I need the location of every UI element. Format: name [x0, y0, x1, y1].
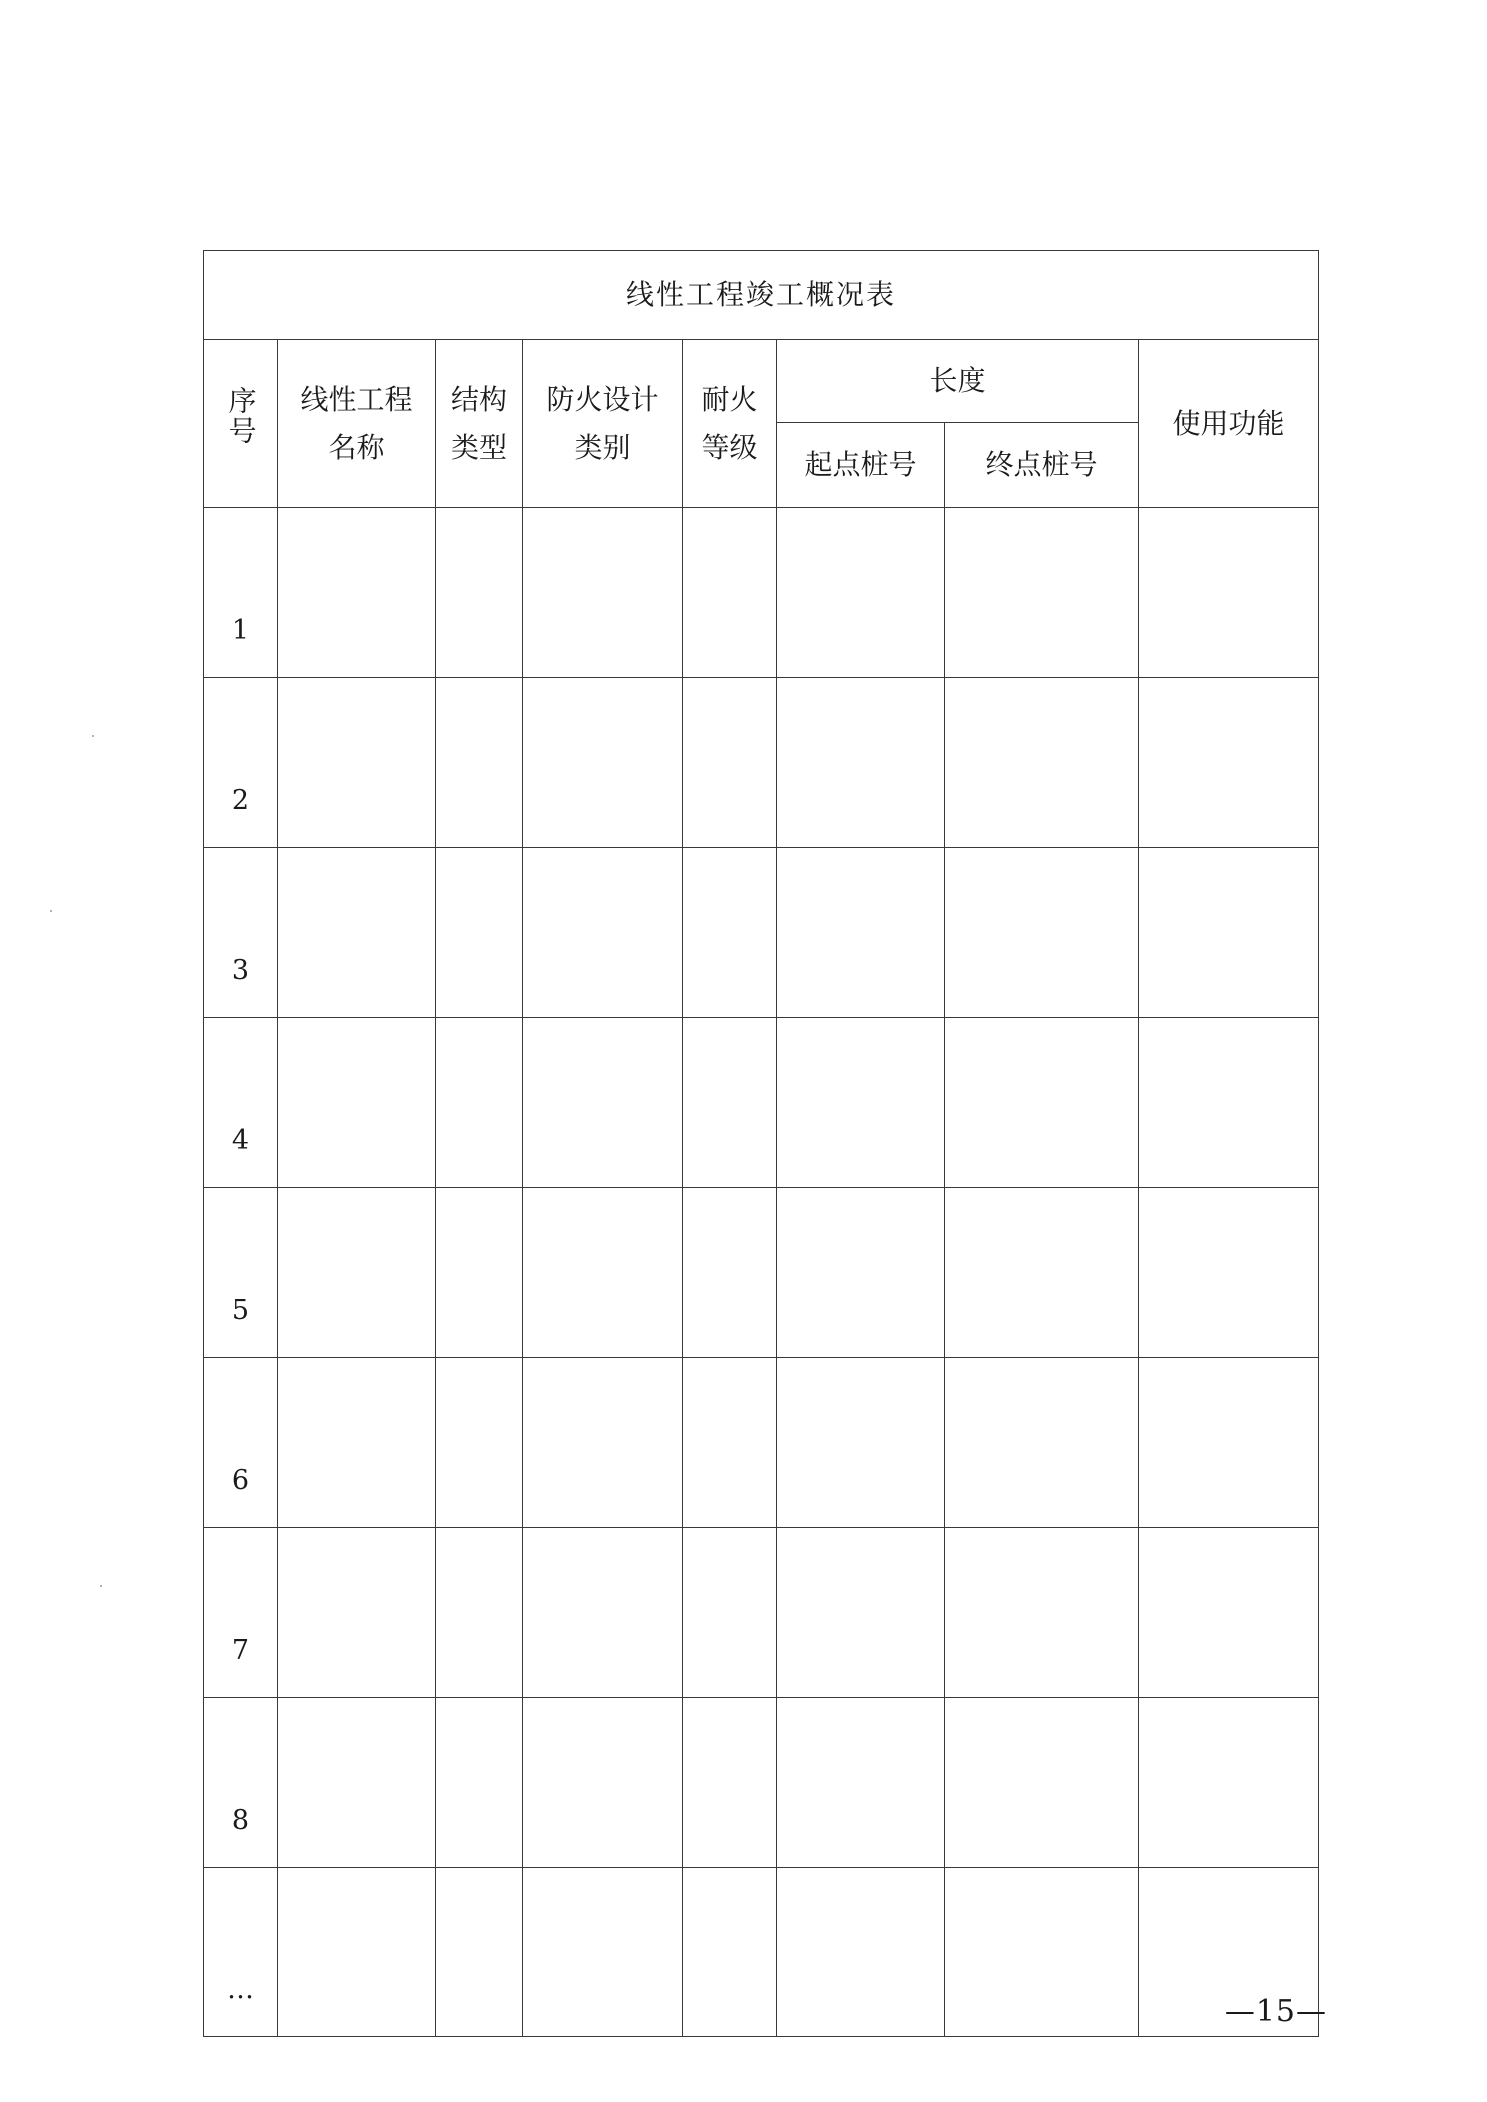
cell-fire-rating[interactable] — [683, 678, 777, 848]
cell-fire-rating[interactable] — [683, 1188, 777, 1358]
page-number: —15— — [1224, 1994, 1327, 2029]
table-row — [204, 1698, 1319, 1868]
cell-fire-design-category[interactable] — [523, 508, 683, 678]
row-number: … — [204, 1868, 278, 2037]
cell-fire-rating[interactable] — [683, 1868, 777, 2037]
row-number: 6 — [204, 1358, 278, 1528]
row-number: 5 — [204, 1188, 278, 1358]
cell-function[interactable] — [1139, 1528, 1319, 1698]
cell-project-name[interactable] — [278, 1528, 436, 1698]
cell-fire-design-category[interactable] — [523, 1868, 683, 2037]
table-row — [204, 1018, 1319, 1188]
header-fire-design-category — [523, 340, 683, 508]
cell-function[interactable] — [1139, 1698, 1319, 1868]
cell-project-name[interactable] — [278, 848, 436, 1018]
table-row — [204, 508, 1319, 678]
cell-start-stake[interactable] — [777, 508, 945, 678]
header-structure-type — [436, 340, 523, 508]
cell-fire-design-category[interactable] — [523, 1188, 683, 1358]
cell-project-name[interactable] — [278, 1358, 436, 1528]
header-fire-rating-label: 耐火等级 — [701, 382, 758, 464]
header-start-stake: 起点桩号 — [777, 423, 945, 508]
cell-structure-type[interactable] — [436, 508, 523, 678]
cell-end-stake[interactable] — [945, 678, 1139, 848]
header-length: 长度 — [777, 340, 1139, 423]
header-end-stake: 终点桩号 — [945, 423, 1139, 508]
table-row — [204, 1868, 1319, 2037]
cell-project-name[interactable] — [278, 1018, 436, 1188]
cell-structure-type[interactable] — [436, 678, 523, 848]
cell-fire-rating[interactable] — [683, 508, 777, 678]
scan-speck — [50, 910, 52, 912]
cell-structure-type[interactable] — [436, 1528, 523, 1698]
cell-fire-rating[interactable] — [683, 1018, 777, 1188]
cell-start-stake[interactable] — [777, 848, 945, 1018]
row-number: 8 — [204, 1698, 278, 1868]
cell-function[interactable] — [1139, 1188, 1319, 1358]
cell-end-stake[interactable] — [945, 1018, 1139, 1188]
cell-structure-type[interactable] — [436, 1358, 523, 1528]
cell-structure-type[interactable] — [436, 848, 523, 1018]
cell-fire-design-category[interactable] — [523, 678, 683, 848]
cell-fire-rating[interactable] — [683, 1698, 777, 1868]
cell-fire-design-category[interactable] — [523, 1528, 683, 1698]
table-row — [204, 1528, 1319, 1698]
cell-start-stake[interactable] — [777, 1528, 945, 1698]
cell-project-name[interactable] — [278, 678, 436, 848]
cell-fire-rating[interactable] — [683, 1358, 777, 1528]
row-number: 7 — [204, 1528, 278, 1698]
cell-fire-design-category[interactable] — [523, 1018, 683, 1188]
cell-fire-rating[interactable] — [683, 848, 777, 1018]
row-number: 3 — [204, 848, 278, 1018]
cell-start-stake[interactable] — [777, 1698, 945, 1868]
linear-project-completion-table — [203, 250, 1319, 2037]
header-function: 使用功能 — [1139, 340, 1319, 508]
header-index-label: 序号 — [224, 386, 258, 446]
table-title: 线性工程竣工概况表 — [204, 251, 1319, 340]
header-fire-rating — [683, 340, 777, 508]
table-row — [204, 1188, 1319, 1358]
cell-end-stake[interactable] — [945, 1698, 1139, 1868]
header-index — [204, 340, 278, 508]
cell-end-stake[interactable] — [945, 508, 1139, 678]
table-row — [204, 1358, 1319, 1528]
header-structure-type-label: 结构类型 — [450, 382, 507, 464]
row-number: 4 — [204, 1018, 278, 1188]
cell-fire-design-category[interactable] — [523, 1698, 683, 1868]
row-number: 1 — [204, 508, 278, 678]
cell-end-stake[interactable] — [945, 1188, 1139, 1358]
cell-end-stake[interactable] — [945, 848, 1139, 1018]
cell-function[interactable] — [1139, 678, 1319, 848]
cell-function[interactable] — [1139, 508, 1319, 678]
scan-speck — [100, 1585, 102, 1587]
cell-fire-design-category[interactable] — [523, 1358, 683, 1528]
cell-start-stake[interactable] — [777, 678, 945, 848]
cell-function[interactable] — [1139, 1358, 1319, 1528]
cell-fire-rating[interactable] — [683, 1528, 777, 1698]
cell-function[interactable] — [1139, 848, 1319, 1018]
cell-start-stake[interactable] — [777, 1018, 945, 1188]
row-number: 2 — [204, 678, 278, 848]
header-project-name — [278, 340, 436, 508]
cell-end-stake[interactable] — [945, 1868, 1139, 2037]
cell-start-stake[interactable] — [777, 1358, 945, 1528]
cell-project-name[interactable] — [278, 508, 436, 678]
cell-function[interactable] — [1139, 1018, 1319, 1188]
cell-start-stake[interactable] — [777, 1868, 945, 2037]
cell-start-stake[interactable] — [777, 1188, 945, 1358]
header-project-name-label: 线性工程名称 — [300, 382, 413, 464]
cell-structure-type[interactable] — [436, 1018, 523, 1188]
cell-project-name[interactable] — [278, 1188, 436, 1358]
cell-structure-type[interactable] — [436, 1868, 523, 2037]
cell-project-name[interactable] — [278, 1698, 436, 1868]
cell-fire-design-category[interactable] — [523, 848, 683, 1018]
cell-structure-type[interactable] — [436, 1698, 523, 1868]
scan-speck — [92, 735, 94, 737]
cell-end-stake[interactable] — [945, 1358, 1139, 1528]
cell-end-stake[interactable] — [945, 1528, 1139, 1698]
table-row — [204, 678, 1319, 848]
table-row — [204, 848, 1319, 1018]
cell-structure-type[interactable] — [436, 1188, 523, 1358]
header-fire-design-category-label: 防火设计类别 — [546, 382, 659, 464]
cell-project-name[interactable] — [278, 1868, 436, 2037]
